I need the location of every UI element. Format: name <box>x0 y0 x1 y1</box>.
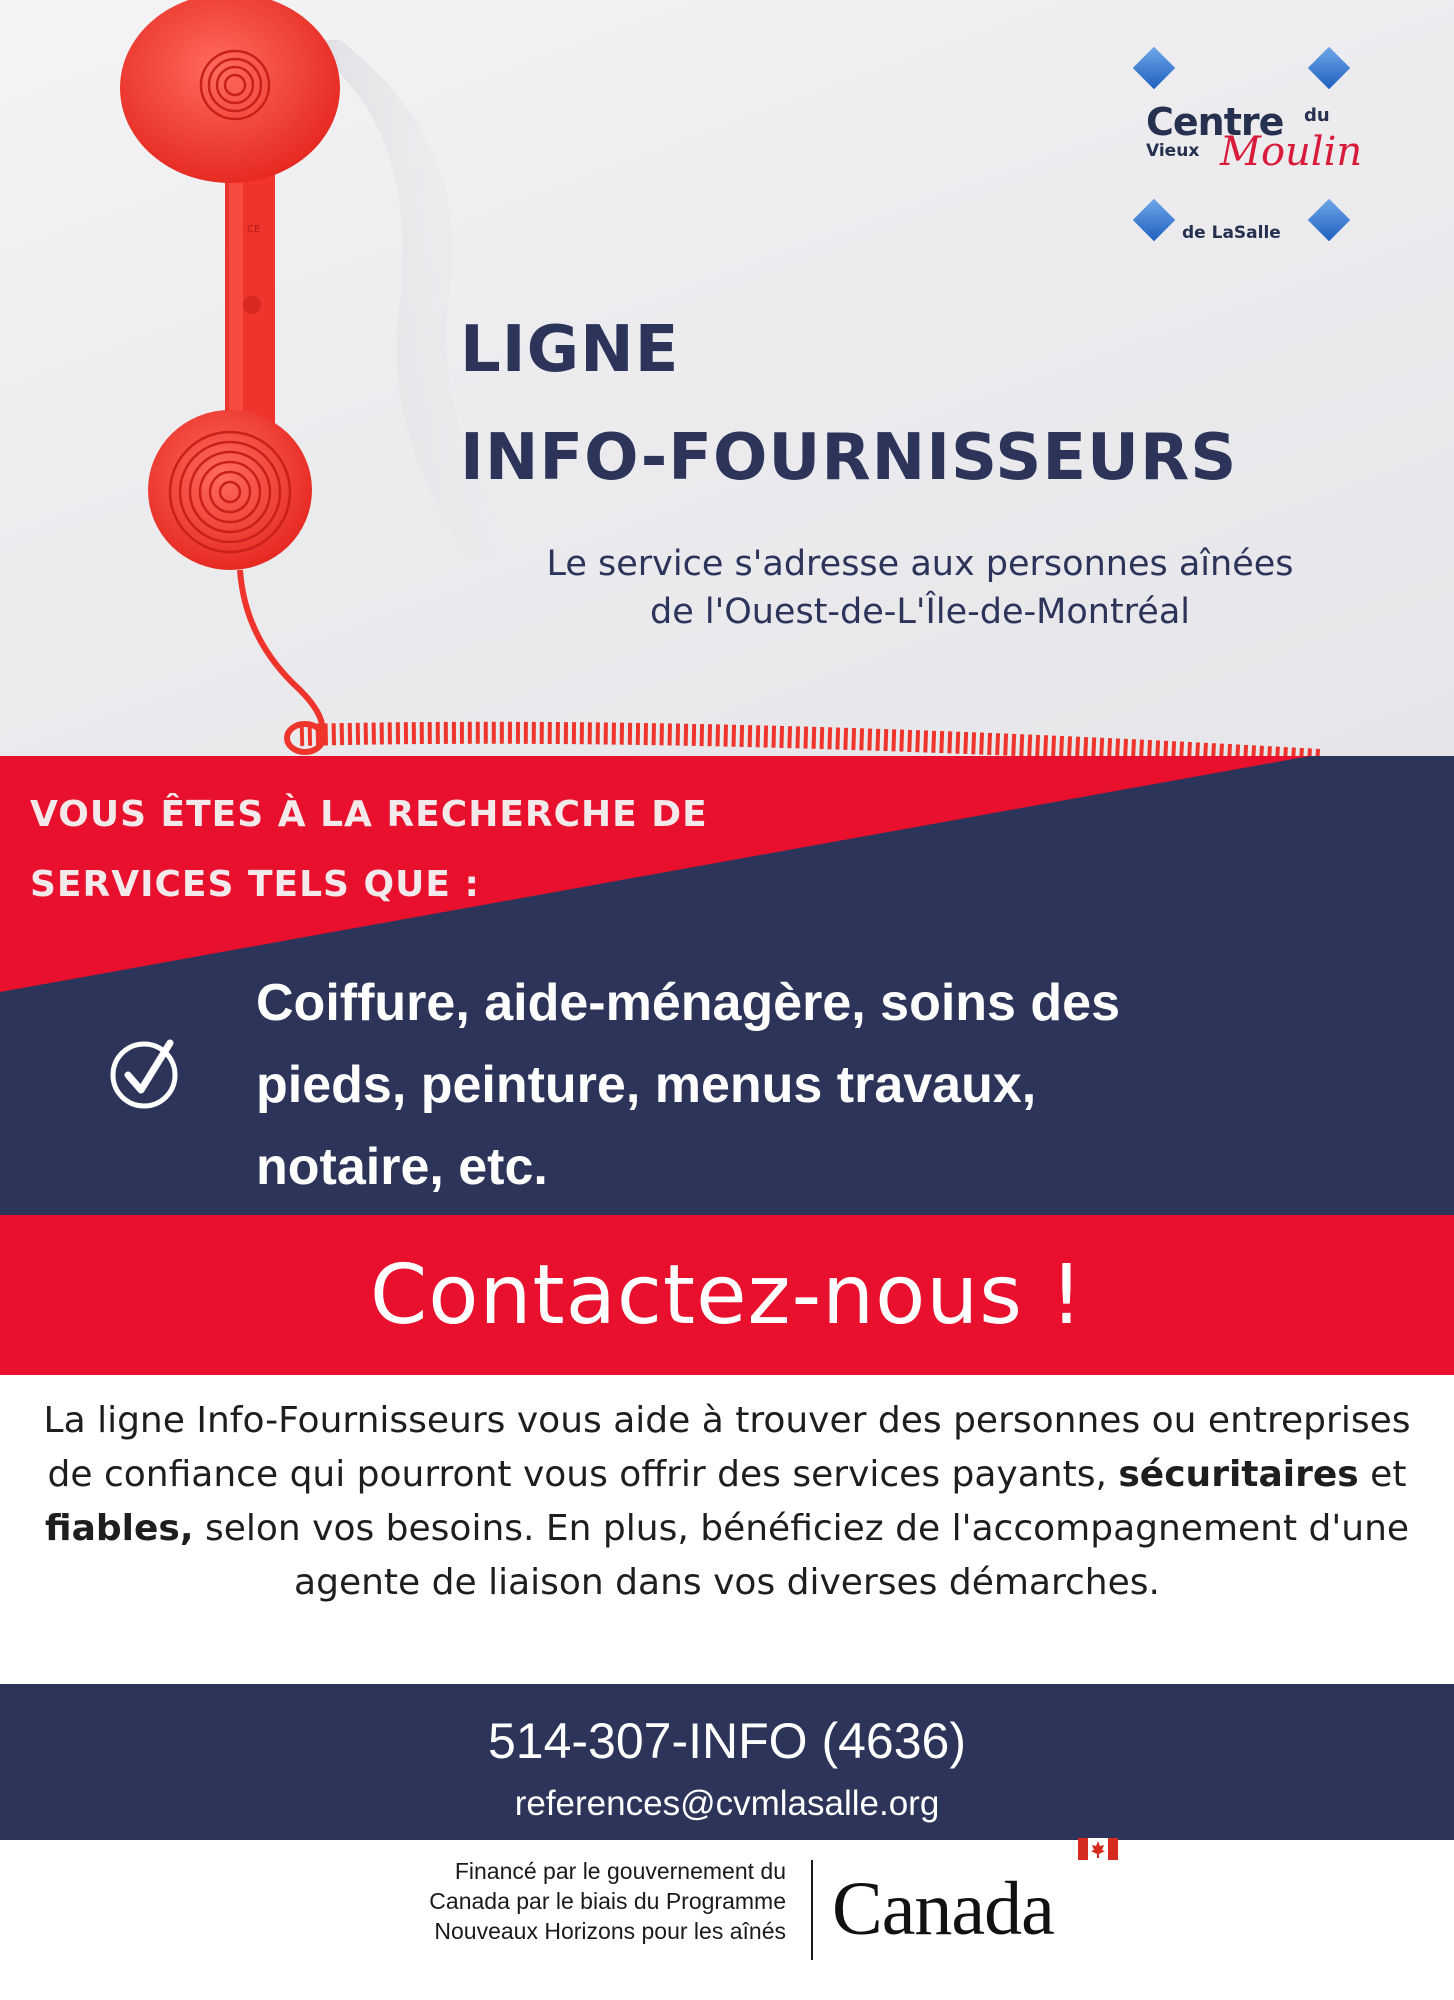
desc-text-2: et <box>1358 1454 1407 1495</box>
logo-diamond <box>1133 47 1175 89</box>
question-line-2: SERVICES TELS QUE : <box>30 864 480 905</box>
desc-bold-securitaires: sécuritaires <box>1118 1454 1359 1495</box>
canada-wordmark: Canada <box>832 1867 1054 1951</box>
email-address[interactable]: references@cvmlasalle.org <box>514 1784 940 1823</box>
funding-notice <box>300 1856 786 1946</box>
logo-du-text: du <box>1304 105 1330 126</box>
desc-text-3: selon vos besoins. En plus, bénéficiez de l'accompagnement d'une agente de liaison dans vos diverses démarches. <box>193 1508 1410 1603</box>
logo-moulin-text: Moulin <box>1220 129 1363 175</box>
desc-text-1: La ligne Info-Fournisseurs vous aide à trouver des personnes ou entreprises de confiance qui pourront vous offrir des services payants, <box>43 1400 1411 1495</box>
logo-diamond <box>1308 199 1350 241</box>
question-line-1: VOUS ÊTES À LA RECHERCHE DE <box>30 794 708 835</box>
title-line-2: INFO-FOURNISSEURS <box>460 421 1238 495</box>
funding-divider <box>811 1860 813 1960</box>
canada-flag-icon <box>1078 1838 1118 1860</box>
hero-section <box>0 0 1454 760</box>
funding-line-3: Nouveaux Horizons pour les aînés <box>434 1918 786 1944</box>
title-line-1: LIGNE <box>460 313 680 387</box>
contact-banner <box>0 1215 1454 1375</box>
subtitle-line-1: Le service s'adresse aux personnes aînées <box>546 544 1294 584</box>
services-question <box>30 780 708 920</box>
logo-vieux-text: Vieux <box>1146 141 1200 161</box>
services-line-1: Coiffure, aide-ménagère, soins des <box>256 974 1121 1032</box>
page-subtitle <box>460 540 1380 636</box>
page-title <box>460 296 1237 512</box>
subtitle-line-2: de l'Ouest-de-L'Île-de-Montréal <box>649 592 1190 632</box>
centre-vieux-moulin-logo <box>1136 45 1363 245</box>
services-line-2: pieds, peinture, menus travaux, <box>256 1056 1037 1114</box>
services-line-3: notaire, etc. <box>256 1138 548 1196</box>
logo-centre-text: Centre <box>1146 100 1284 144</box>
service-description <box>40 1394 1414 1610</box>
funding-line-2: Canada par le biais du Programme <box>429 1888 786 1914</box>
contact-title: Contactez-nous ! <box>370 1247 1084 1343</box>
desc-bold-fiables: fiables, <box>44 1508 194 1549</box>
logo-lasalle-text: de LaSalle <box>1182 223 1281 243</box>
svg-text:CE: CE <box>247 224 261 235</box>
funding-line-1: Financé par le gouvernement du <box>454 1858 786 1884</box>
services-list <box>256 962 1356 1208</box>
phone-number[interactable]: 514-307-INFO (4636) <box>487 1713 966 1769</box>
logo-diamond <box>1308 47 1350 89</box>
circled-check-icon <box>108 1035 184 1111</box>
logo-diamond <box>1133 199 1175 241</box>
